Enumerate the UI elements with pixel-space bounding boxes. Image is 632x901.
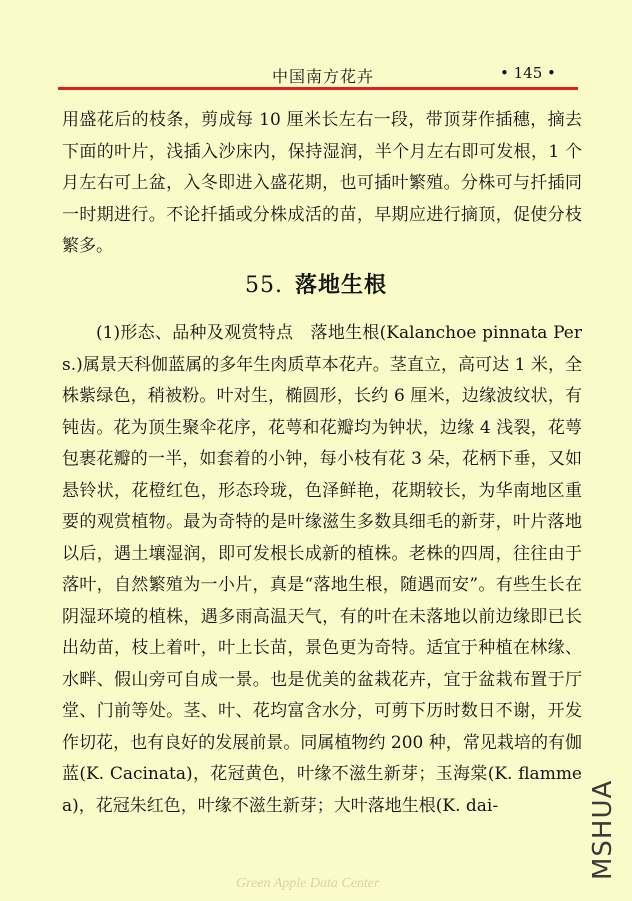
section-title: 落地生根 [294, 273, 387, 298]
header-rule [58, 87, 578, 90]
watermark-bottom: Green Apple Data Center [236, 876, 380, 891]
running-title: 中国南方花卉 [272, 67, 375, 86]
page-number: • 145 • [500, 64, 556, 82]
section-number: 55. [244, 273, 283, 298]
paragraph-main: (1)形态、品种及观赏特点 落地生根(Kalanchoe pinnata Pers.)属景天科伽蓝属的多年生肉质草本花卉。茎直立，高可达 1 米，全株紫绿色，稍被粉。叶对生，椭圆形，长约 6 厘米，边缘波纹状，有钝齿。花为顶生聚伞花序，花萼和花瓣均为钟状，边缘 4 浅裂，花萼包裹花瓣的一半，如套着的小钟，每小枝有花 3 朵，花柄下垂，又如悬铃状，花橙红色，形态玲珑，色泽鲜艳，花期较长，为华南地区重要的观赏植物。最为奇特的是叶缘滋生多数具细毛的新芽，叶片落地以后，遇土壤湿润，即可发根长成新的植株。老株的四周，往往由于落叶，自然繁殖为一小片，真是“落地生根，随遇而安”。有些生长在阴湿环境的植株，遇多雨高温天气，有的叶在未落地以前边缘即已长出幼苗，枝上着叶，叶上长苗，景色更为奇特。适宜于种植在林缘、水畔、假山旁可自成一景。也是优美的盆栽花卉，宜于盆栽布置于厅堂、门前等处。茎、叶、花均富含水分，可剪下历时数日不谢，开发作切花，也有良好的发展前景。同属植物约 200 种，常见栽培的有伽蓝(K. Cacinata)，花冠黄色，叶缘不滋生新芽；玉海棠(K. flammea)，花冠朱红色，叶缘不滋生新芽；大叶落地生根(K. dai- [62, 323, 582, 816]
paragraph-top: 用盛花后的枝条，剪成每 10 厘米长左右一段，带顶芽作插穗，摘去下面的叶片，浅插入沙床内，保持湿润，半个月左右即可发根，1 个月左右可上盆，入冬即进入盛花期，也可插叶繁殖。分株可与扦插同一时期进行。不论扦插或分株成活的苗，早期应进行摘顶，促使分枝繁多。 [62, 110, 582, 256]
section-heading [0, 268, 632, 299]
page-header [0, 0, 632, 90]
watermark-side: MSHUA [588, 779, 618, 880]
